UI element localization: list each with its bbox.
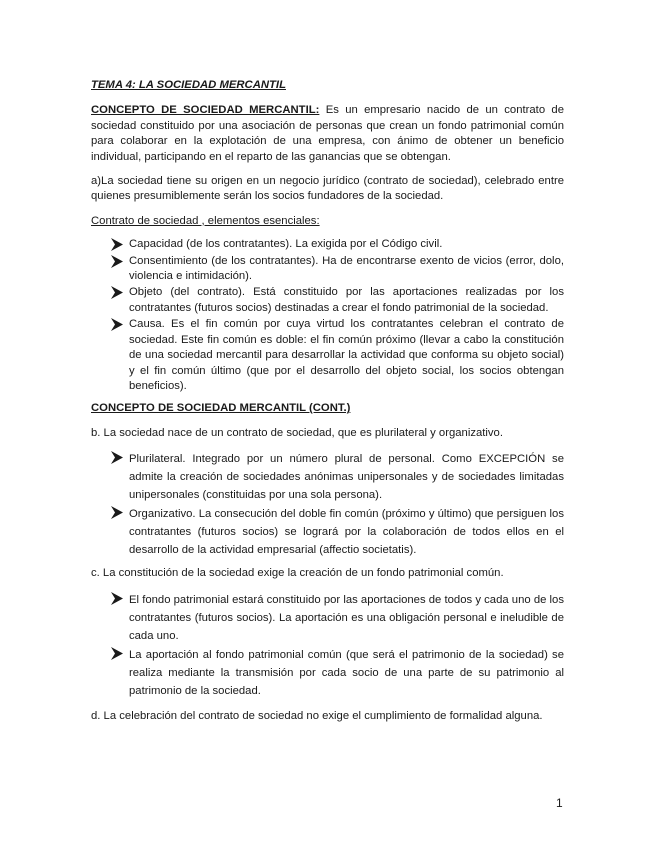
paragraph-c: c. La constitución de la sociedad exige la creación de un fondo patrimonial común. <box>91 567 504 580</box>
list-item: La aportación al fondo patrimonial común (que será el patrimonio de la sociedad) se realiza mediante la transmisión por cada socio de una parte de su patrimonio al patrimonio de la sociedad. <box>129 646 564 700</box>
page-number: 1 <box>556 796 563 810</box>
arrow-bullet-icon <box>111 592 123 605</box>
arrow-bullet-icon <box>111 286 123 299</box>
document-title: TEMA 4: LA SOCIEDAD MERCANTIL <box>91 79 286 91</box>
concept-text: Es un empresario nacido de un contrato de sociedad constituido por una asociación de personas que crean un fondo patrimonial común para colaborar en la explotación de una empresa, con ánimo de obtener un beneficio individual, participando en el reparto de las ganancias que se obtengan. <box>91 104 564 163</box>
paragraph-b: b. La sociedad nace de un contrato de sociedad, que es plurilateral y organizativo. <box>91 426 503 439</box>
document-page <box>91 78 564 734</box>
concept-paragraph <box>91 103 564 165</box>
arrow-bullet-icon <box>111 318 123 331</box>
cont-heading: CONCEPTO DE SOCIEDAD MERCANTIL (CONT.) <box>91 402 351 415</box>
list-item: Causa. Es el fin común por cuya virtud los contratantes celebran el contrato de sociedad. Este fin común es doble: el fin común próximo (llevar a cabo la constitución de una sociedad mercantil para desarrollar la actividad que conforma su objeto social) y el fin común último (que por el desarrollo del objeto social, los socios obtengan beneficios). <box>129 317 564 394</box>
elements-list <box>91 237 564 394</box>
concept-heading: CONCEPTO DE SOCIEDAD MERCANTIL: <box>91 104 320 117</box>
list-item: El fondo patrimonial estará constituido por las aportaciones de todos y cada uno de los contratantes (futuros socios). La aportación es una obligación personal e ineludible de cada uno. <box>129 591 564 645</box>
list-item: Capacidad (de los contratantes). La exigida por el Código civil. <box>129 237 564 252</box>
arrow-bullet-icon <box>111 451 123 464</box>
c-items-list <box>91 591 564 700</box>
list-item: Organizativo. La consecución del doble fin común (próximo y último) que persiguen los contratantes (futuros socios) se logrará por la colaboración de todos ellos en el desarrollo de la actividad empresarial (affectio societatis). <box>129 505 564 559</box>
list-item: Consentimiento (de los contratantes). Ha de encontrarse exento de vicios (error, dolo, violencia e intimidación). <box>129 254 564 285</box>
arrow-bullet-icon <box>111 255 123 268</box>
arrow-bullet-icon <box>111 238 123 251</box>
arrow-bullet-icon <box>111 506 123 519</box>
paragraph-d: d. La celebración del contrato de sociedad no exige el cumplimiento de formalidad alguna. <box>91 709 543 722</box>
list-item: Plurilateral. Integrado por un número plural de personal. Como EXCEPCIÓN se admite la creación de sociedades anónimas unipersonales y de sociedades limitadas unipersonales (constituidas por una sola persona). <box>129 450 564 504</box>
list-item: Objeto (del contrato). Está constituido por las aportaciones realizadas por los contratantes (futuros socios) destinadas a crear el fondo patrimonial de la sociedad. <box>129 285 564 316</box>
elements-heading: Contrato de sociedad , elementos esenciales: <box>91 214 320 227</box>
b-items-list <box>91 450 564 559</box>
paragraph-a: a)La sociedad tiene su origen en un negocio jurídico (contrato de sociedad), celebrado entre quienes presumiblemente serán los socios fundadores de la sociedad. <box>91 175 564 203</box>
arrow-bullet-icon <box>111 647 123 660</box>
